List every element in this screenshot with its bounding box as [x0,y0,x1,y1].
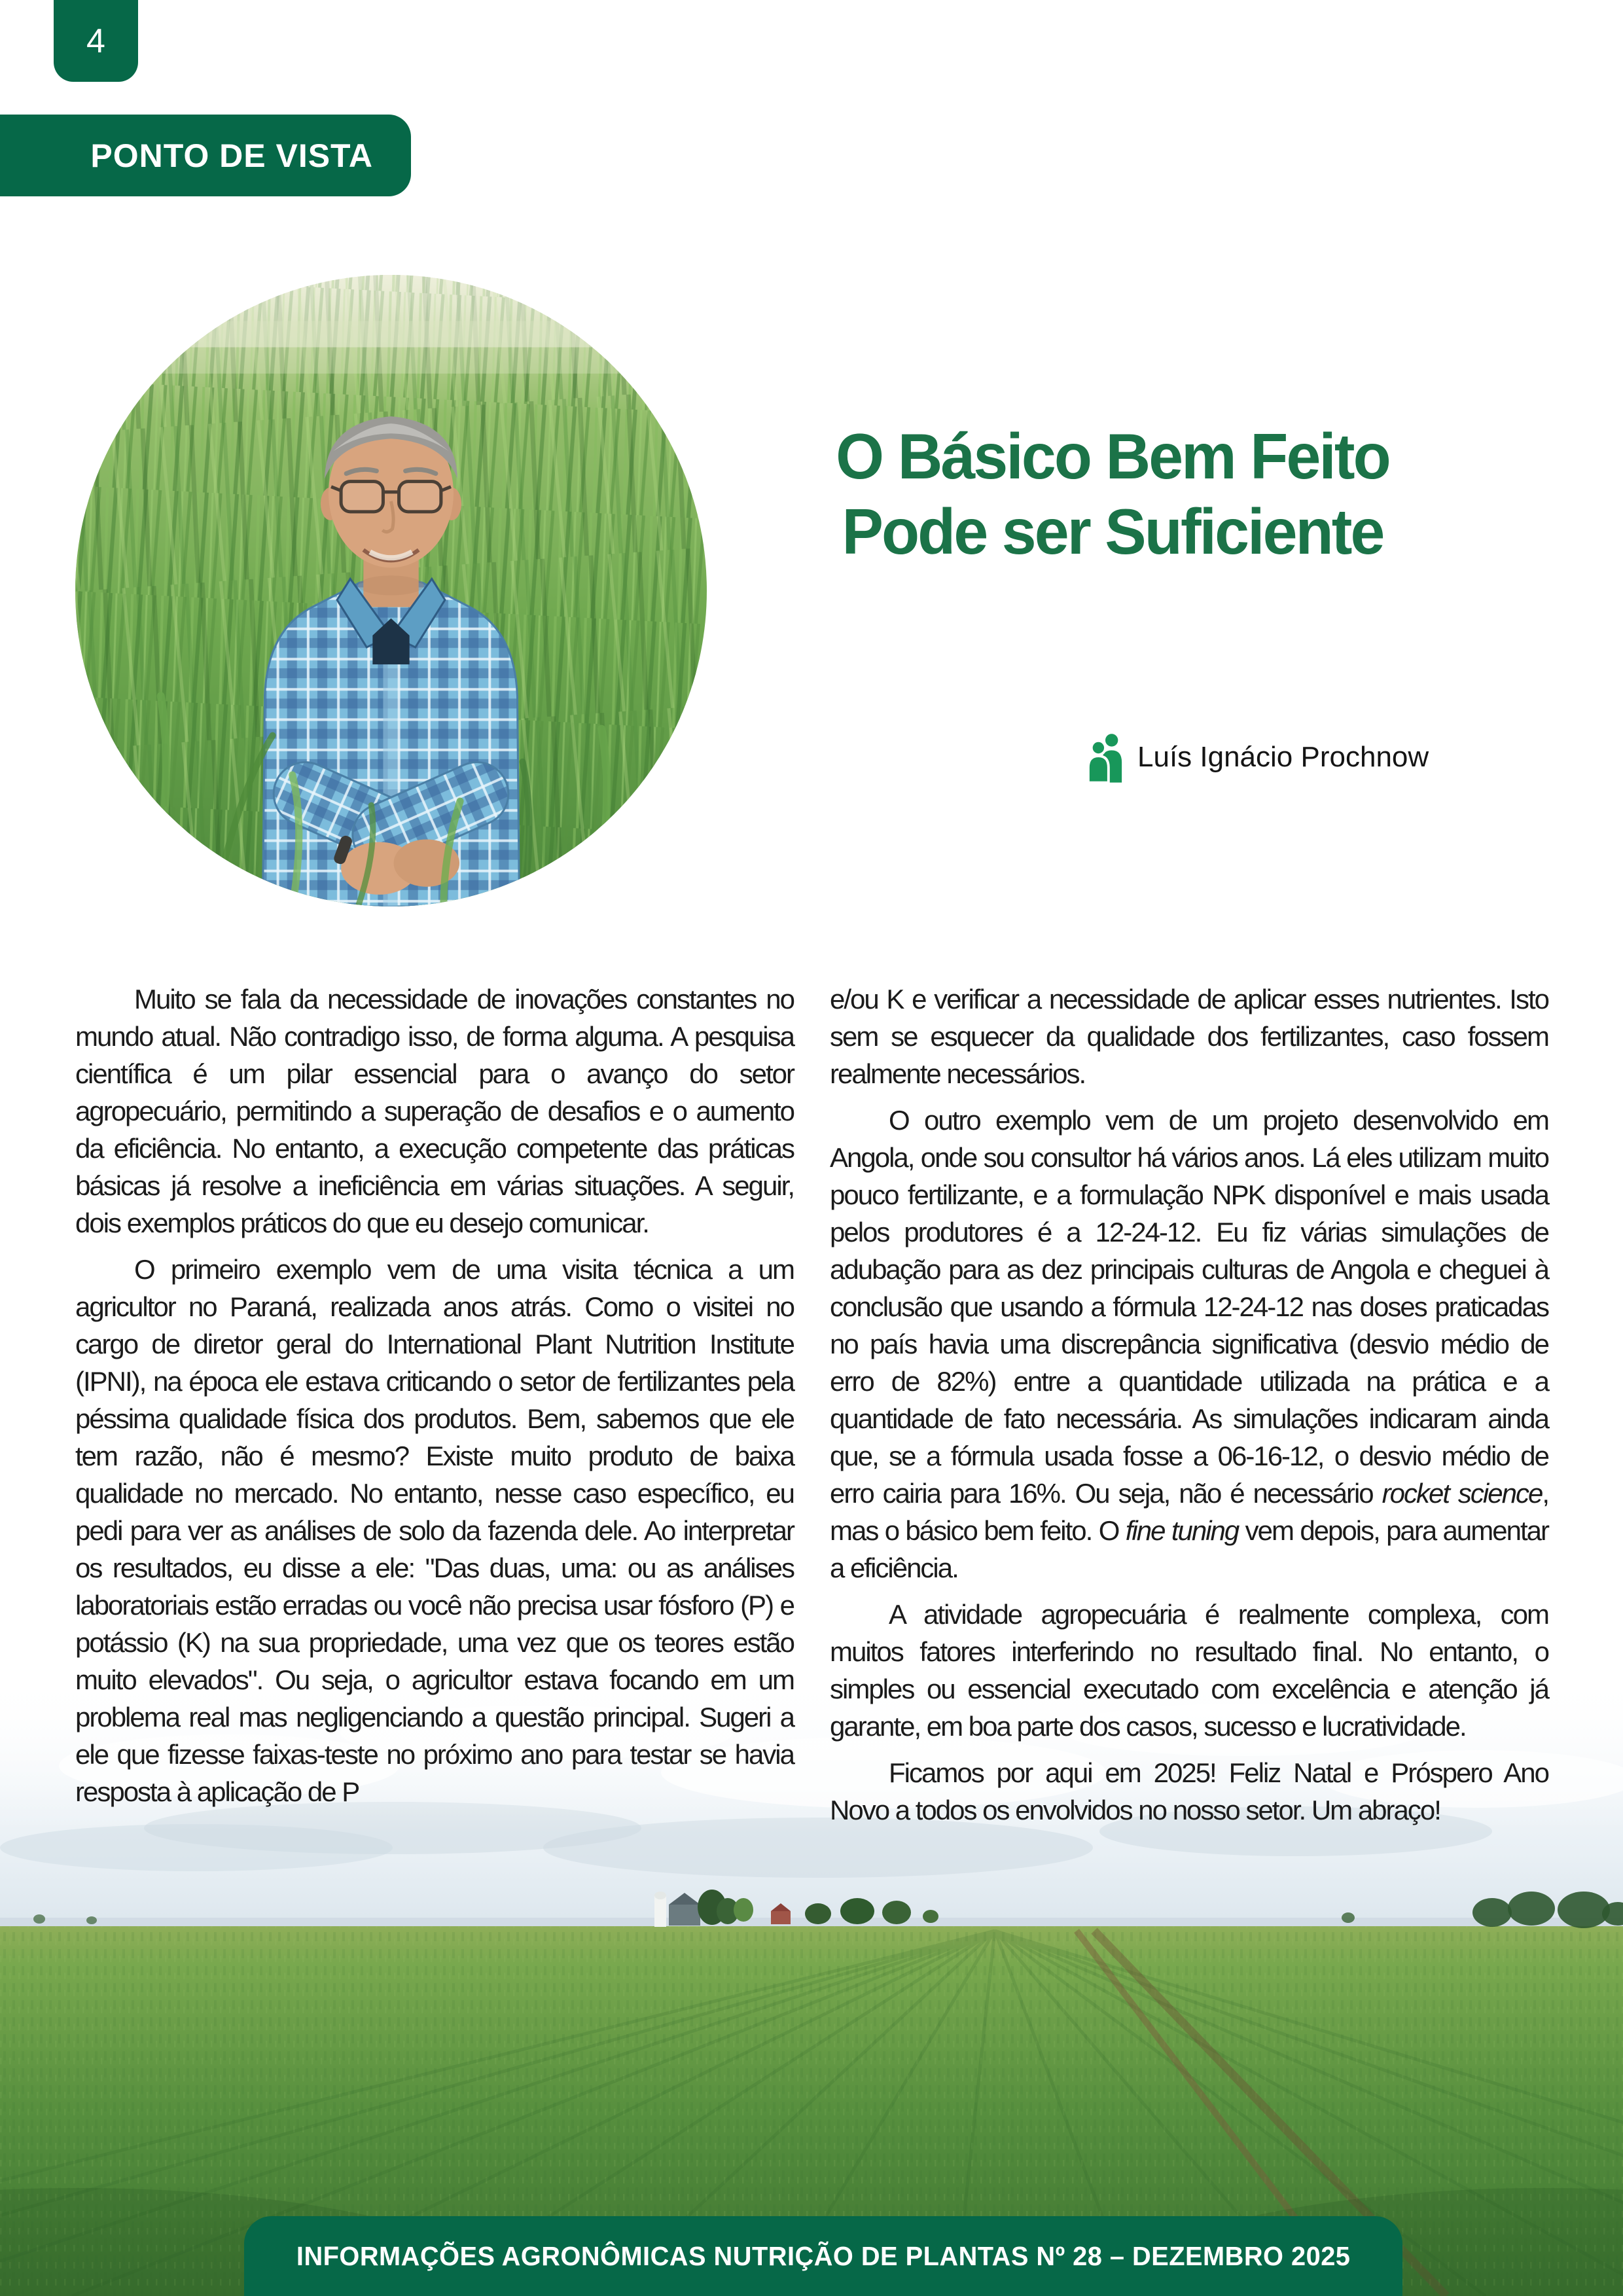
article-title-line1: O Básico Bem Feito [836,420,1389,492]
article-paragraph: O primeiro exemplo vem de uma visita técnica a um agricultor no Paraná, realizada anos atrás. Como o visitei no cargo de diretor geral do International Plant Nutrition Institute (IPNI), na época ele estava criticando o setor de fertilizantes pela péssima qualidade física dos produtos. Bem, sabemos que ele tem razão, não é mesmo? Existe muito produto de baixa qualidade no mercado. No entanto, nesse caso específico, eu pedi para ver as análises de solo da fazenda dele. Ao interpretar os resultados, eu disse a ele: "Das duas, uma: ou as análises laboratoriais estão erradas ou você não precisa usar fósforo (P) e potássio (K) na sua propriedade, uma vez que os teores estão muito elevados". Ou seja, o agricultor estava focando em um problema real mas negligenciando a questão principal. Sugeri a ele que fizesse faixas-teste no próximo ano para testar se havia resposta à aplicação de P [75,1254,794,1807]
page-number-tab [54,0,138,82]
article-title-line2: Pode ser Suficiente [842,495,1383,567]
article-body [75,980,1548,1838]
section-badge [0,115,411,196]
article-paragraph: e/ou K e verificar a necessidade de aplicar esses nutrientes. Isto sem se esquecer da qualidade dos fertilizantes, caso fossem realmente necessários. [830,984,1548,1089]
article-paragraph: Ficamos por aqui em 2025! Feliz Natal e Próspero Ano Novo a todos os envolvidos no nosso setor. Um abraço! [830,1757,1548,1825]
article-column-right [830,980,1548,1838]
section-badge-label: PONTO DE VISTA [90,137,373,174]
author-name: Luís Ignácio Prochnow [1137,741,1429,773]
portrait-illustration [75,275,707,906]
page-number: 4 [86,22,105,60]
author-byline [1086,732,1429,783]
footer-text: INFORMAÇÕES AGRONÔMICAS NUTRIÇÃO DE PLANTAS Nº 28 – DEZEMBRO 2025 [296,2240,1351,2271]
article-paragraph: Muito se fala da necessidade de inovações constantes no mundo atual. Não contradigo isso, de forma alguma. A pesquisa científica é um pilar essencial para o avanço do setor agropecuário, permitindo a superação de desafios e o aumento da eficiência. No entanto, a execução competente das práticas básicas já resolve a ineficiência em várias situações. A seguir, dois exemplos práticos do que eu desejo comunicar. [75,984,794,1238]
article-column-left [75,980,794,1838]
article-paragraph: A atividade agropecuária é realmente complexa, com muitos fatores interferindo no resultado final. No entanto, o simples ou essencial executado com excelência e atenção já garante, em boa parte dos casos, sucesso e lucratividade. [830,1599,1548,1742]
people-icon [1086,732,1124,783]
article-title [764,419,1462,569]
article-paragraph: O outro exemplo vem de um projeto desenvolvido em Angola, onde sou consultor há vários anos. Lá eles utilizam muito pouco fertilizante, e a formulação NPK disponível e mais usada pelos produtores é a 12-24-12. Eu fiz várias simulações de adubação para as dez principais culturas de Angola e cheguei à conclusão que usando a fórmula 12-24-12 nas doses praticadas no país havia uma discrepância significativa (desvio médio de erro de 82%) entre a quantidade utilizada na prática e a quantidade de fato necessária. As simulações indicaram ainda que, se a fórmula usada fosse a 06-16-12, o desvio médio de erro cairia para 16%. Ou seja, não é necessário rocket science, mas o básico bem feito. O fine tuning vem depois, para aumentar a eficiência. [830,1105,1549,1583]
author-portrait-photo [75,275,707,906]
footer-bar [244,2216,1402,2296]
